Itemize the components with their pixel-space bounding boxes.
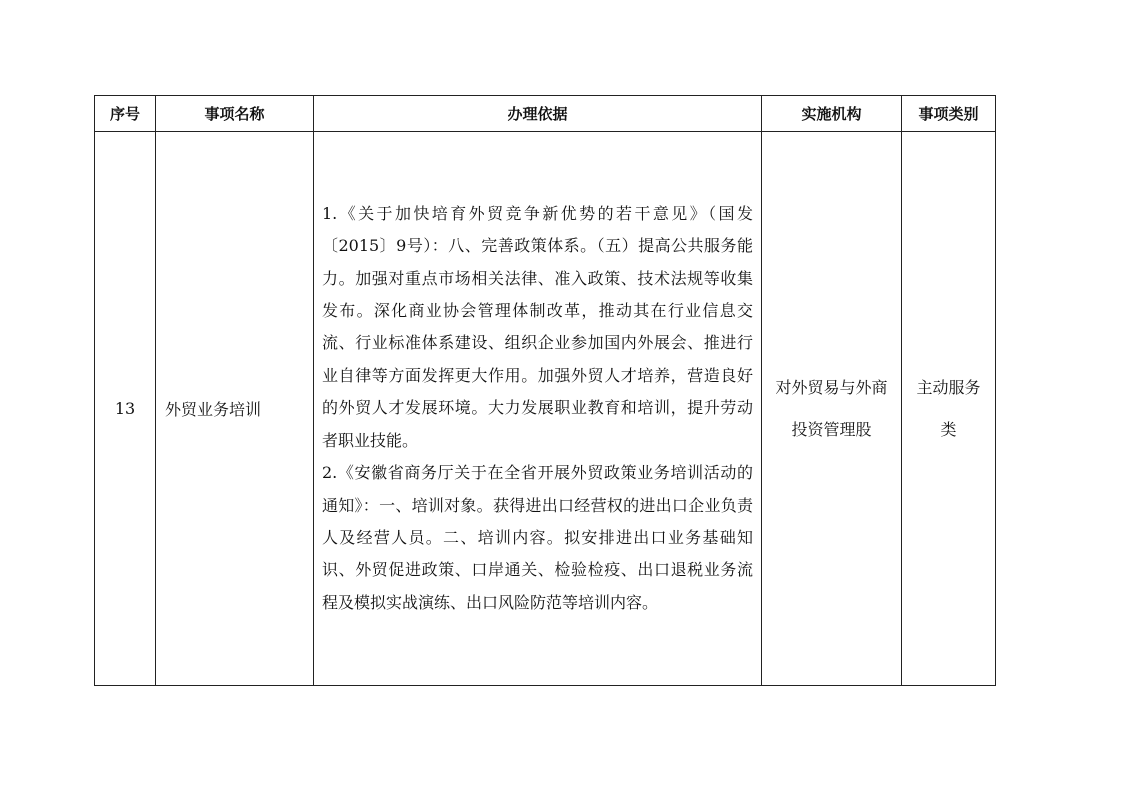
matter-table [94,95,996,686]
cell-name: 外贸业务培训 [156,132,314,686]
cell-basis [314,132,762,686]
cell-no: 13 [95,132,156,686]
header-org: 实施机构 [762,96,902,132]
header-type: 事项类别 [902,96,996,132]
basis-paragraph-1: 1.《关于加快培育外贸竞争新优势的若干意见》（国发〔2015〕9号）：八、完善政策体系。（五）提高公共服务能力。加强对重点市场相关法律、准入政策、技术法规等收集发布。深化商业协会管理体制改革，推动其在行业信息交流、行业标准体系建设、组织企业参加国内外展会、推进行业自律等方面发挥更大作用。加强外贸人才培养，营造良好的外贸人才发展环境。大力发展职业教育和培训，提升劳动者职业技能。 [322,203,753,450]
cell-org [762,132,902,686]
basis-paragraph-2: 2.《安徽省商务厅关于在全省开展外贸政策业务培训活动的通知》：一、培训对象。获得进出口经营权的进出口企业负责人及经营人员。二、培训内容。拟安排进出口业务基础知识、外贸促进政策、口岸通关、检验检疫、出口退税业务流程及模拟实战演练、出口风险防范等培训内容。 [322,463,753,612]
type-text: 主动服务类 [916,377,981,439]
table-header [95,96,996,132]
org-text: 对外贸易与外商投资管理股 [775,377,888,439]
header-basis: 办理依据 [314,96,762,132]
basis-text [314,198,761,619]
cell-type [902,132,996,686]
header-row [95,96,996,132]
header-no: 序号 [95,96,156,132]
header-name: 事项名称 [156,96,314,132]
table-row [95,132,996,686]
table-body [95,132,996,686]
